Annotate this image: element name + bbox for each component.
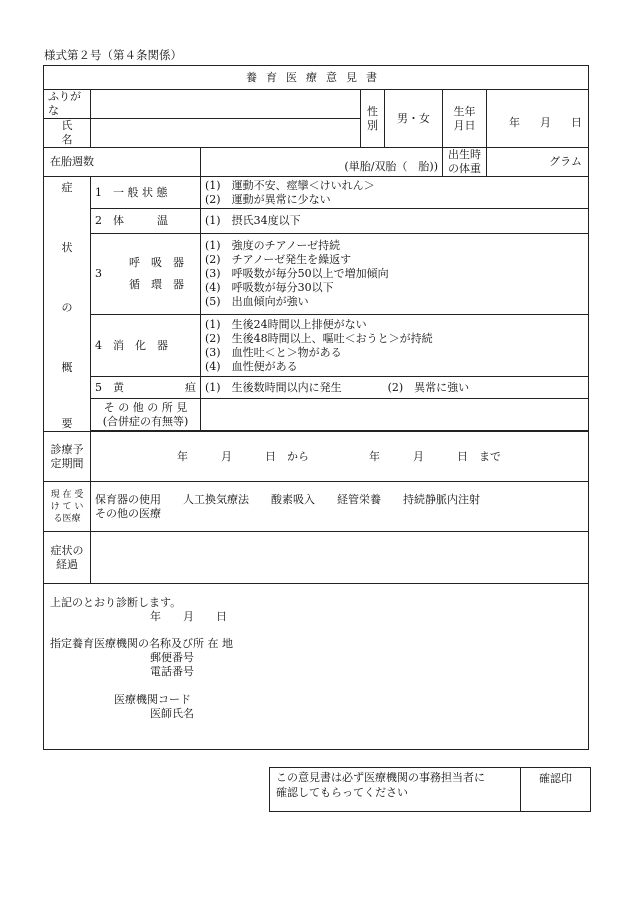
confirmation-stamp-box[interactable] [521, 767, 591, 812]
current-treatment-label: 現 在 受 け て い る医療 [44, 482, 91, 532]
birth-label: 生年 月日 [443, 90, 487, 148]
birth-year: 年 [509, 115, 521, 129]
sex-label: 性 別 [361, 90, 385, 148]
declaration-text: 上記のとおり診断します。 [50, 596, 182, 609]
period-label: 診療予 定期間 [44, 432, 91, 482]
opinion-form-table [43, 65, 589, 750]
general-condition-label: 1 一 般 状 態 [91, 177, 201, 209]
other-findings-label: そ の 他 の 所 見 (合併症の有無等) [91, 399, 201, 431]
birthdate-field[interactable] [487, 90, 589, 148]
jaundice-items: (1) 生後数時間以内に発生 (2) 異常に強い [201, 377, 589, 399]
declaration-date: 年 月 日 [150, 610, 227, 623]
birth-weight-field[interactable]: グラム [487, 148, 589, 177]
jaundice-label: 5 黄 疸 [91, 377, 201, 399]
form-number-label: 様式第２号（第４条関係） [44, 48, 182, 62]
course-label: 症状の 経過 [44, 532, 91, 584]
institution-label: 指定養育医療機関の名称及び所 在 地 [50, 637, 233, 650]
gestation-field[interactable]: (単胎/双胎（ 胎)) [201, 148, 443, 177]
general-condition-items: (1) 運動不安、痙攣＜けいれん＞ (2) 運動が異常に少ない [201, 177, 589, 209]
declaration-block [44, 584, 589, 750]
period-field[interactable]: 年 月 日 から 年 月 日 まで [91, 432, 589, 482]
name-field[interactable] [91, 119, 361, 148]
form-title: 養育医療意見書 [44, 66, 589, 90]
birth-day: 日 [571, 115, 583, 129]
other-findings-field[interactable] [201, 399, 589, 431]
current-treatment-field[interactable]: 保育器の使用 人工換気療法 酸素吸入 経管栄養 持続静脈内注射 その他の医療 [91, 482, 589, 532]
respiratory-circulatory-items: (1) 強度のチアノーゼ持続 (2) チアノーゼ発生を繰返す (3) 呼吸数が毎分50以上で増加傾向 (4) 呼吸数が毎分30以下 (5) 出血傾向が強い [201, 234, 589, 315]
institution-code-label: 医療機関コード [114, 693, 191, 706]
digestive-items: (1) 生後24時間以上排便がない (2) 生後48時間以上、嘔吐＜おうと＞が持続 (3) 血性吐＜と＞物がある (4) 血性便がある [201, 315, 589, 377]
doctor-name-label: 医師氏名 [150, 707, 194, 720]
confirmation-note: この意見書は必ず医療機関の事務担当者に 確認してもらってください [269, 767, 521, 812]
furigana-label: ふりがな [44, 90, 91, 119]
furigana-field[interactable] [91, 90, 361, 119]
birth-month: 月 [540, 115, 552, 129]
digestive-label: 4 消 化 器 [91, 315, 201, 377]
respiratory-circulatory-label: 3 呼 吸 器 循 環 器 [91, 234, 201, 315]
temperature-items: (1) 摂氏34度以下 [201, 209, 589, 234]
gestation-label: 在胎週数 [44, 148, 201, 177]
sex-value[interactable]: 男・女 [385, 90, 443, 148]
temperature-label: 2 体 温 [91, 209, 201, 234]
name-label: 氏 名 [44, 119, 91, 148]
postal-code-label: 郵便番号 [150, 651, 194, 664]
birth-weight-label: 出生時 の体重 [443, 148, 487, 177]
confirmation-stamp-label: 確認印 [539, 772, 572, 785]
course-field[interactable] [91, 532, 589, 584]
symptoms-side-label: 症 状 の 概 要 [44, 177, 91, 432]
phone-label: 電話番号 [150, 665, 194, 678]
